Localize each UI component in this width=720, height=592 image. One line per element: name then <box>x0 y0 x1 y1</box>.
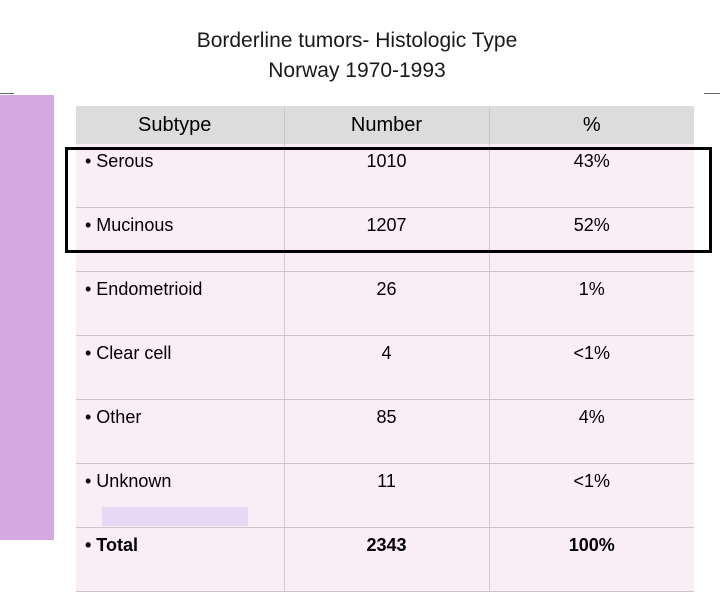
row-subtype: • Serous <box>76 144 284 208</box>
row-subtype: • Unknown <box>76 464 284 528</box>
row-subtype: • Other <box>76 400 284 464</box>
header-number: Number <box>284 106 489 144</box>
row-number: 26 <box>284 272 489 336</box>
table-header-row <box>76 106 694 144</box>
total-label: • Total <box>76 528 284 592</box>
row-percent: <1% <box>489 464 694 528</box>
row-number: 85 <box>284 400 489 464</box>
header-percent: % <box>489 106 694 144</box>
header-subtype: Subtype <box>76 106 284 144</box>
row-percent: 43% <box>489 144 694 208</box>
total-number: 2343 <box>284 528 489 592</box>
total-percent: 100% <box>489 528 694 592</box>
row-number: 11 <box>284 464 489 528</box>
row-percent: 4% <box>489 400 694 464</box>
slide-title <box>0 26 714 86</box>
row-percent: 52% <box>489 208 694 272</box>
row-percent: 1% <box>489 272 694 336</box>
total-label-highlight <box>102 507 248 526</box>
title-line-2: Norway 1970-1993 <box>268 59 446 82</box>
decorative-side-bar <box>0 95 54 540</box>
row-subtype: • Mucinous <box>76 208 284 272</box>
table-total-row <box>76 528 694 592</box>
title-line-1: Borderline tumors- Histologic Type <box>196 29 518 52</box>
divider-left <box>0 93 14 94</box>
row-number: 1010 <box>284 144 489 208</box>
divider-right <box>704 93 720 94</box>
row-subtype: • Clear cell <box>76 336 284 400</box>
row-percent: <1% <box>489 336 694 400</box>
emphasis-box <box>65 147 712 253</box>
table-row <box>76 336 694 400</box>
table-row <box>76 272 694 336</box>
row-number: 4 <box>284 336 489 400</box>
row-subtype: • Endometrioid <box>76 272 284 336</box>
row-number: 1207 <box>284 208 489 272</box>
table-row <box>76 400 694 464</box>
